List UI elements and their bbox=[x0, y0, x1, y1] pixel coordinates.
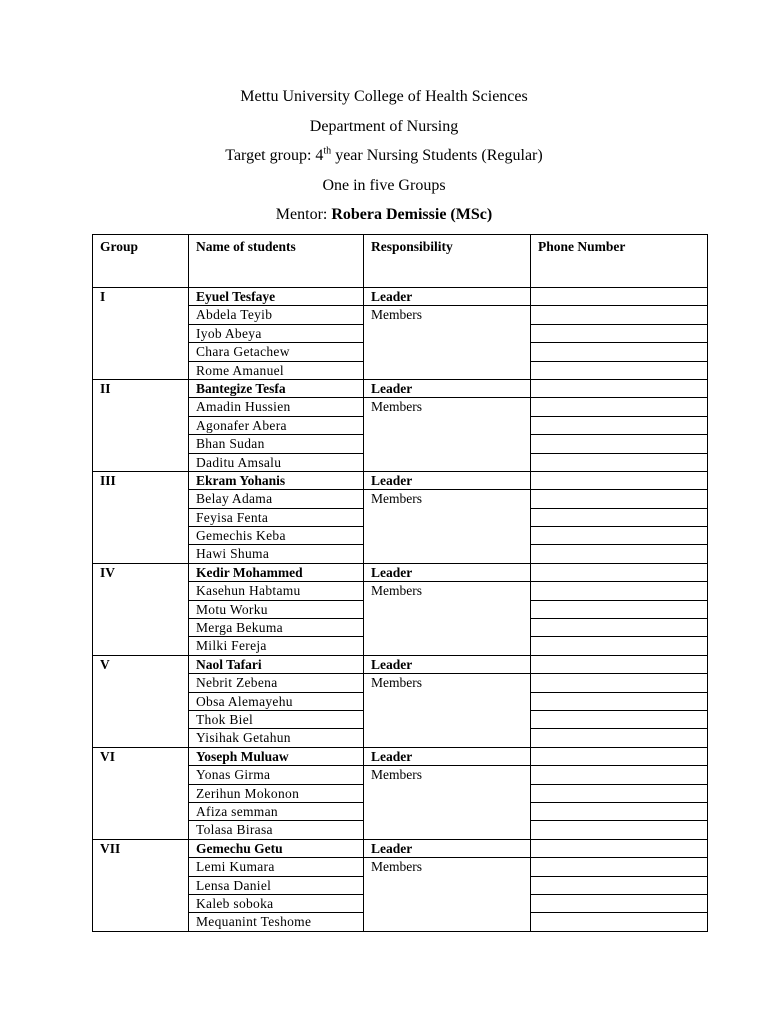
phone-number-cell bbox=[531, 398, 708, 416]
members-responsibility-cell: Members bbox=[364, 766, 531, 840]
member-name-cell: Amadin Hussien bbox=[189, 398, 364, 416]
target-group-line bbox=[0, 141, 768, 171]
member-name-cell: Feyisa Fenta bbox=[189, 508, 364, 526]
member-name-cell: Merga Bekuma bbox=[189, 619, 364, 637]
members-responsibility-cell: Members bbox=[364, 490, 531, 564]
member-name-cell: Mequanint Teshome bbox=[189, 913, 364, 931]
target-group-suffix: year Nursing Students (Regular) bbox=[331, 147, 543, 164]
member-name-cell: Belay Adama bbox=[189, 490, 364, 508]
member-name-cell: Abdela Teyib bbox=[189, 306, 364, 324]
table-row bbox=[93, 655, 708, 673]
member-name-cell: Lensa Daniel bbox=[189, 876, 364, 894]
table-row bbox=[93, 379, 708, 397]
phone-number-cell bbox=[531, 876, 708, 894]
member-name-cell: Yonas Girma bbox=[189, 766, 364, 784]
member-name-cell: Afiza semman bbox=[189, 802, 364, 820]
phone-number-cell bbox=[531, 453, 708, 471]
mentor-line bbox=[0, 200, 768, 230]
phone-number-cell bbox=[531, 361, 708, 379]
members-responsibility-cell: Members bbox=[364, 306, 531, 380]
group-number-cell: I bbox=[93, 288, 189, 380]
phone-number-cell bbox=[531, 416, 708, 434]
member-name-cell: Kasehun Habtamu bbox=[189, 582, 364, 600]
phone-number-cell bbox=[531, 490, 708, 508]
phone-number-cell bbox=[531, 692, 708, 710]
mentor-label: Mentor: bbox=[275, 206, 332, 223]
phone-number-cell bbox=[531, 324, 708, 342]
member-name-cell: Zerihun Mokonon bbox=[189, 784, 364, 802]
leader-name-cell: Eyuel Tesfaye bbox=[189, 288, 364, 306]
member-name-cell: Nebrit Zebena bbox=[189, 674, 364, 692]
phone-number-cell bbox=[531, 563, 708, 581]
phone-number-cell bbox=[531, 435, 708, 453]
member-name-cell: Gemechis Keba bbox=[189, 527, 364, 545]
table-body bbox=[93, 288, 708, 932]
leader-name-cell: Kedir Mohammed bbox=[189, 563, 364, 581]
phone-number-cell bbox=[531, 729, 708, 747]
member-name-cell: Daditu Amsalu bbox=[189, 453, 364, 471]
grouping-line: One in five Groups bbox=[322, 176, 446, 194]
leader-name-cell: Gemechu Getu bbox=[189, 839, 364, 857]
phone-number-cell bbox=[531, 527, 708, 545]
phone-number-cell bbox=[531, 747, 708, 765]
phone-number-cell bbox=[531, 674, 708, 692]
table-row bbox=[93, 288, 708, 306]
phone-number-cell bbox=[531, 766, 708, 784]
phone-number-cell bbox=[531, 508, 708, 526]
member-name-cell: Motu Worku bbox=[189, 600, 364, 618]
group-number-cell: IV bbox=[93, 563, 189, 655]
member-name-cell: Iyob Abeya bbox=[189, 324, 364, 342]
phone-number-cell bbox=[531, 306, 708, 324]
phone-number-cell bbox=[531, 655, 708, 673]
member-name-cell: Chara Getachew bbox=[189, 343, 364, 361]
group-number-cell: II bbox=[93, 379, 189, 471]
member-name-cell: Obsa Alemayehu bbox=[189, 692, 364, 710]
table-row bbox=[93, 563, 708, 581]
mentor-name: Robera Demissie (MSc) bbox=[331, 206, 493, 223]
phone-number-cell bbox=[531, 710, 708, 728]
member-name-cell: Lemi Kumara bbox=[189, 858, 364, 876]
phone-number-cell bbox=[531, 894, 708, 912]
phone-number-cell bbox=[531, 637, 708, 655]
department-title: Department of Nursing bbox=[309, 117, 459, 135]
leader-name-cell: Bantegize Tesfa bbox=[189, 379, 364, 397]
member-name-cell: Hawi Shuma bbox=[189, 545, 364, 563]
phone-number-cell bbox=[531, 600, 708, 618]
phone-number-cell bbox=[531, 582, 708, 600]
group-number-cell: VII bbox=[93, 839, 189, 931]
phone-number-cell bbox=[531, 802, 708, 820]
group-number-cell: VI bbox=[93, 747, 189, 839]
table-header-row bbox=[93, 235, 708, 288]
member-name-cell: Agonafer Abera bbox=[189, 416, 364, 434]
leader-responsibility-cell: Leader bbox=[364, 839, 531, 857]
phone-number-cell bbox=[531, 839, 708, 857]
column-header-group: Group bbox=[93, 235, 189, 288]
phone-number-cell bbox=[531, 619, 708, 637]
members-responsibility-cell: Members bbox=[364, 858, 531, 932]
target-group-superscript: th bbox=[323, 145, 332, 157]
leader-responsibility-cell: Leader bbox=[364, 747, 531, 765]
member-name-cell: Kaleb soboka bbox=[189, 894, 364, 912]
members-responsibility-cell: Members bbox=[364, 674, 531, 748]
member-name-cell: Thok Biel bbox=[189, 710, 364, 728]
leader-name-cell: Yoseph Muluaw bbox=[189, 747, 364, 765]
phone-number-cell bbox=[531, 858, 708, 876]
table-row bbox=[93, 471, 708, 489]
leader-responsibility-cell: Leader bbox=[364, 471, 531, 489]
column-header-name: Name of students bbox=[189, 235, 364, 288]
leader-responsibility-cell: Leader bbox=[364, 288, 531, 306]
leader-name-cell: Naol Tafari bbox=[189, 655, 364, 673]
leader-name-cell: Ekram Yohanis bbox=[189, 471, 364, 489]
leader-responsibility-cell: Leader bbox=[364, 379, 531, 397]
group-number-cell: III bbox=[93, 471, 189, 563]
phone-number-cell bbox=[531, 784, 708, 802]
phone-number-cell bbox=[531, 471, 708, 489]
table-row bbox=[93, 839, 708, 857]
member-name-cell: Yisihak Getahun bbox=[189, 729, 364, 747]
column-header-responsibility: Responsibility bbox=[364, 235, 531, 288]
member-name-cell: Tolasa Birasa bbox=[189, 821, 364, 839]
university-title: Mettu University College of Health Sciences bbox=[240, 88, 528, 105]
phone-number-cell bbox=[531, 821, 708, 839]
group-number-cell: V bbox=[93, 655, 189, 747]
table-row bbox=[93, 747, 708, 765]
document-header bbox=[0, 82, 768, 230]
phone-number-cell bbox=[531, 545, 708, 563]
members-responsibility-cell: Members bbox=[364, 582, 531, 656]
column-header-phone: Phone Number bbox=[531, 235, 708, 288]
members-responsibility-cell: Members bbox=[364, 398, 531, 472]
member-name-cell: Bhan Sudan bbox=[189, 435, 364, 453]
target-group-prefix: Target group: 4 bbox=[225, 147, 324, 164]
group-roster-table bbox=[92, 234, 708, 932]
phone-number-cell bbox=[531, 379, 708, 397]
leader-responsibility-cell: Leader bbox=[364, 563, 531, 581]
member-name-cell: Rome Amanuel bbox=[189, 361, 364, 379]
member-name-cell: Milki Fereja bbox=[189, 637, 364, 655]
phone-number-cell bbox=[531, 288, 708, 306]
phone-number-cell bbox=[531, 343, 708, 361]
phone-number-cell bbox=[531, 913, 708, 931]
leader-responsibility-cell: Leader bbox=[364, 655, 531, 673]
